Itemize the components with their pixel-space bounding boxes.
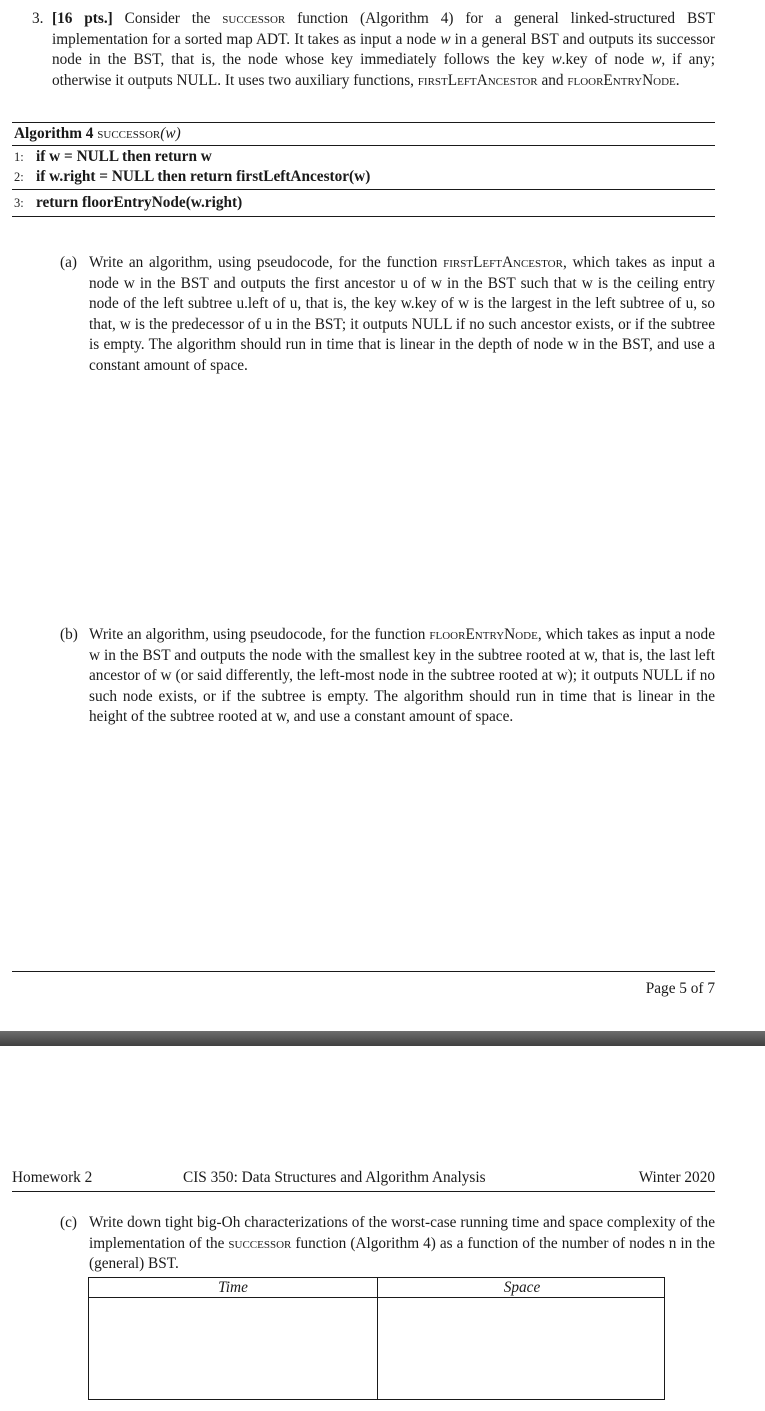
- header-course-title: CIS 350: Data Structures and Algorithm Analysis: [183, 1169, 486, 1186]
- line-number: 2:: [14, 170, 24, 184]
- part-fn-name: successor: [228, 1234, 292, 1252]
- algorithm-line: [14, 147, 212, 168]
- part-text: function (Algorithm 4) as a function of the number of nodes n in the (general) BST.: [89, 1234, 715, 1272]
- line-number: 3:: [14, 196, 24, 210]
- line-text: if w = NULL then return w: [36, 148, 212, 165]
- part-text: Write down tight big-Oh characterizations of the worst-case running time and space complexity of the implementation of the: [89, 1214, 715, 1252]
- var-w: w: [440, 30, 451, 48]
- time-answer-cell[interactable]: [89, 1298, 377, 1399]
- problem-intro: [34, 9, 715, 91]
- part-fn-name: floorEntryNode: [429, 626, 538, 643]
- header-course-item: Homework 2: [12, 1169, 93, 1186]
- part-label: (b): [60, 626, 78, 643]
- space-column-header: Space: [503, 1279, 541, 1296]
- first-left-ancestor-fn-name: firstLeftAncestor: [417, 71, 538, 89]
- intro-text-6: and: [537, 71, 568, 89]
- footer-rule: [12, 971, 715, 972]
- part-text: , which takes as input a node w in the BST and outputs the first ancestor u of w in the BST such that w is the ceiling entry node of the left subtree u.left of u, that is, the key w.key of w is the largest in the left subtree of u, so that, w is the predecessor of u in the BST; it outputs NULL if no such ancestor exists, or if the subtree is empty. The algorithm should run in time that is linear in the depth of node w in the BST, and use a constant amount of space.: [89, 254, 715, 374]
- time-column-header: Time: [218, 1279, 248, 1296]
- intro-text-1: Consider the: [112, 10, 223, 27]
- var-w: w: [651, 51, 662, 68]
- part-text: , which takes as input a node w in the BST and outputs the node with the smallest key in the subtree rooted at w, that is, the last left ancestor of w (or said differently, the left-most node in the subtree rooted at w); it outputs NULL if no such node exists, or if the subtree is empty. The algorithm should run in time that is linear in the height of the subtree rooted at w, and use a constant amount of space.: [89, 626, 715, 725]
- algorithm-fn-name: successor: [97, 125, 161, 142]
- algorithm-title: [14, 124, 181, 145]
- var-w: w: [551, 51, 562, 68]
- algorithm-bottom-rule: [12, 216, 715, 217]
- page-separator: [0, 1031, 765, 1046]
- part-text: Write an algorithm, using pseudocode, for the function: [89, 254, 444, 271]
- algorithm-line: [14, 167, 370, 188]
- intro-text-3: in a general BST and outputs its successor node in the BST, that is, the node whose key immediately follows the key: [52, 30, 716, 68]
- successor-fn-name: successor: [222, 10, 286, 27]
- part-c: [60, 1213, 715, 1275]
- floor-entry-node-fn-name: floorEntryNode: [567, 71, 676, 89]
- intro-text-4: .key of node: [561, 51, 652, 68]
- problem-points: [16 pts.]: [52, 10, 113, 27]
- algorithm-fn-arg: (w): [160, 125, 181, 142]
- algorithm-header-rule: [12, 145, 715, 146]
- algorithm-line: [14, 193, 242, 214]
- answer-table: [88, 1277, 665, 1400]
- part-b: [60, 625, 715, 728]
- part-text: Write an algorithm, using pseudocode, for the function: [89, 626, 430, 643]
- line-text: return floorEntryNode(w.right): [36, 194, 243, 211]
- header-term: Winter 2020: [638, 1169, 715, 1186]
- space-answer-cell[interactable]: [378, 1298, 665, 1399]
- line-number: 1:: [14, 150, 24, 164]
- part-fn-name: firstLeftAncestor: [443, 254, 563, 271]
- page-number: Page 5 of 7: [645, 980, 715, 997]
- intro-text-7: .: [675, 71, 680, 89]
- line-text: if w.right = NULL then return firstLeftAncestor(w): [36, 168, 371, 185]
- part-label: (c): [60, 1214, 77, 1231]
- header-rule: [12, 1191, 715, 1192]
- intro-text-2: function (Algorithm 4) for a general linked-structured BST implementation for a sorted map ADT. It takes as input a node: [52, 10, 715, 48]
- part-a: [60, 253, 715, 376]
- part-label: (a): [60, 254, 77, 271]
- intro-text-5: , if any; otherwise it outputs NULL. It uses two auxiliary functions,: [52, 51, 715, 89]
- algorithm-label: Algorithm 4: [14, 125, 94, 142]
- problem-number: 3.: [32, 10, 44, 27]
- algorithm-mid-rule: [12, 189, 715, 190]
